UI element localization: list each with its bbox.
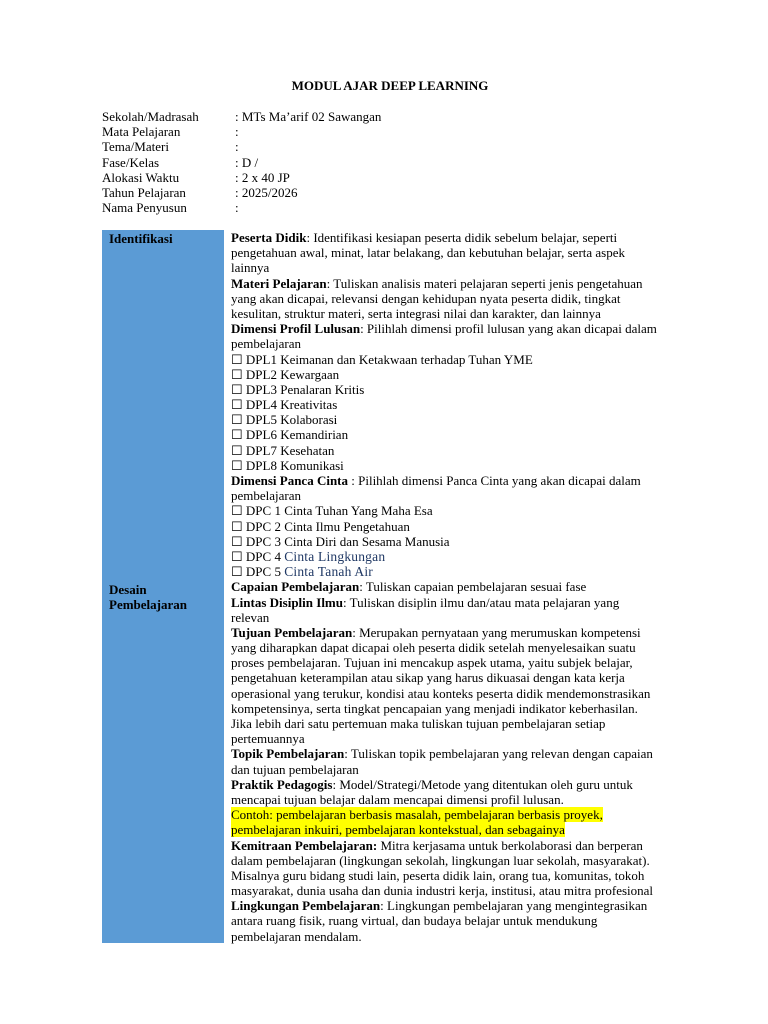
text-line	[231, 595, 676, 610]
module-table	[102, 230, 682, 943]
highlighted-line	[231, 822, 676, 837]
text-line: pembelajaran	[231, 488, 302, 504]
meta-label: Tahun Pelajaran	[102, 185, 186, 201]
term-label: Tujuan Pembelajaran	[231, 624, 353, 640]
meta-row	[102, 124, 381, 139]
text-line: antara ruang fisik, ruang virtual, dan budaya belajar untuk mendukung	[231, 913, 598, 929]
meta-value: : MTs Ma’arif 02 Sawangan	[235, 109, 382, 124]
meta-label: Nama Penyusun	[102, 200, 187, 216]
meta-label: Fase/Kelas	[102, 154, 160, 170]
checkbox-option-dpl1[interactable]: ☐ DPL1 Keimanan dan Ketakwaan terhadap Tuhan YME	[231, 351, 533, 367]
text-line	[231, 473, 676, 488]
section-label-pembelajaran: Pembelajaran	[109, 597, 187, 612]
text-line: kompetensinya, serta tingkat pencapaian yang menjadi indikator keberhasilan.	[231, 700, 638, 716]
checkbox-option-dpl2[interactable]: ☐ DPL2 Kewargaan	[231, 366, 340, 382]
term-text: : Tuliskan topik pembelajaran yang relevan dengan capaian	[344, 746, 653, 762]
term-text: : Tuliskan disiplin ilmu dan/atau mata pelajaran yang	[343, 594, 620, 610]
meta-label: Sekolah/Madrasah	[102, 109, 199, 124]
section-content-column	[231, 230, 676, 944]
text-line: operasional yang terukur, kondisi atau konteks peserta didik mendemonstrasikan	[231, 685, 651, 701]
meta-value: :	[235, 139, 239, 155]
meta-row	[102, 185, 381, 200]
text-line: pertemuannya	[231, 731, 305, 747]
section-label-column	[102, 230, 224, 943]
term-text: : Identifikasi kesiapan peserta didik sebelum belajar, seperti	[306, 230, 618, 245]
term-label: Materi Pelajaran	[231, 275, 327, 291]
text-line	[231, 625, 676, 640]
text-line: proses pembelajaran. Tujuan ini mencakup aspek utama, yaitu subjek belajar,	[231, 655, 633, 671]
highlight-text: pembelajaran inkuiri, pembelajaran kontekstual, dan sebagainya	[231, 822, 565, 838]
text-line: Jika lebih dari satu pertemuan maka tuliskan tujuan pembelajaran setiap	[231, 716, 606, 731]
text-line: pengetahuan awal, minat, latar belakang, dan kebutuhan belajar, serta aspek	[231, 245, 626, 261]
text-line: yang diharapkan dapat dicapai oleh peserta didik setelah menyelesaikan suatu	[231, 640, 636, 656]
checkbox-option-dpc2[interactable]: ☐ DPC 2 Cinta Ilmu Pengetahuan	[231, 518, 410, 534]
meta-label: Mata Pelajaran	[102, 124, 181, 140]
option-text: Cinta Tanah Air	[284, 564, 373, 580]
term-text: : Lingkungan pembelajaran yang mengintegrasikan	[380, 898, 648, 914]
option-prefix: ☐ DPC 4	[231, 548, 285, 564]
term-label: Capaian Pembelajaran	[231, 579, 360, 595]
meta-row	[102, 139, 381, 154]
meta-value: : 2025/2026	[235, 185, 298, 201]
checkbox-option-dpl8[interactable]: ☐ DPL8 Komunikasi	[231, 457, 344, 473]
text-line: yang akan dicapai, relevansi dengan kehidupan nyata peserta didik, tingkat	[231, 290, 621, 306]
term-label: Kemitraan Pembelajaran:	[231, 837, 378, 853]
term-text: : Pilihlah dimensi Panca Cinta yang akan dicapai dalam	[348, 473, 641, 488]
meta-label: Tema/Materi	[102, 139, 169, 155]
checkbox-option-dpl5[interactable]: ☐ DPL5 Kolaborasi	[231, 412, 338, 428]
text-line: dalam pembelajaran (lingkungan sekolah, lingkungan luar sekolah, masyarakat).	[231, 852, 650, 868]
text-line	[231, 321, 676, 336]
checkbox-option-dpc3[interactable]: ☐ DPC 3 Cinta Diri dan Sesama Manusia	[231, 533, 450, 549]
text-line: relevan	[231, 609, 270, 625]
meta-row	[102, 170, 381, 185]
text-line: masyarakat, dunia usaha dan dunia industri kerja, institusi, atau mitra profesional	[231, 883, 654, 899]
text-line: pembelajaran mendalam.	[231, 928, 362, 944]
term-label: Praktik Pedagogis	[231, 776, 333, 792]
term-text: : Tuliskan capaian pembelajaran sesuai fase	[359, 579, 587, 595]
text-line: pengetahuan keterampilan atau sikap yang harus dikuasai dengan kata kerja	[231, 670, 625, 686]
checkbox-option-dpc4[interactable]	[231, 549, 676, 564]
text-line: mencapai tujuan belajar dalam mencapai dimensi profil lulusan.	[231, 791, 564, 807]
section-label-identifikasi: Identifikasi	[109, 231, 173, 246]
term-label: Peserta Didik	[231, 230, 307, 245]
text-line: Misalnya guru bidang studi lain, peserta didik lain, orang tua, komunitas, tokoh	[231, 867, 645, 883]
checkbox-option-dpl3[interactable]: ☐ DPL3 Penalaran Kritis	[231, 381, 365, 397]
text-line: dan tujuan pembelajaran	[231, 761, 359, 777]
meta-row	[102, 200, 381, 215]
checkbox-option-dpl6[interactable]: ☐ DPL6 Kemandirian	[231, 427, 349, 443]
meta-value: : 2 x 40 JP	[235, 169, 290, 185]
text-line: pembelajaran	[231, 336, 302, 352]
text-line	[231, 230, 676, 245]
term-text: : Merupakan pernyataan yang merumuskan kompetensi	[352, 624, 641, 640]
checkbox-option-dpc1[interactable]: ☐ DPC 1 Cinta Tuhan Yang Maha Esa	[231, 503, 433, 519]
meta-value: :	[235, 200, 239, 216]
text-line	[231, 276, 676, 291]
document-title: MODUL AJAR DEEP LEARNING	[291, 78, 489, 93]
checkbox-option-dpc5[interactable]	[231, 564, 676, 579]
term-label: Lingkungan Pembelajaran	[231, 898, 381, 914]
term-text: Mitra kerjasama untuk berkolaborasi dan berperan	[377, 837, 643, 853]
text-line	[231, 777, 676, 792]
section-label-desain: Desain	[109, 582, 147, 597]
meta-row	[102, 109, 381, 124]
meta-value: :	[235, 124, 239, 140]
meta-block	[102, 109, 381, 215]
term-label: Topik Pembelajaran	[231, 746, 345, 762]
option-prefix: ☐ DPC 5	[231, 564, 285, 580]
highlighted-line	[231, 807, 676, 822]
term-text: : Pilihlah dimensi profil lulusan yang akan dicapai dalam	[360, 321, 657, 337]
term-text: : Tuliskan analisis materi pelajaran seperti jenis pengetahuan	[326, 275, 643, 291]
text-line: kesulitan, struktur materi, serta integrasi nilai dan karakter, dan lainnya	[231, 305, 601, 321]
text-line	[231, 838, 676, 853]
highlight-text: Contoh: pembelajaran berbasis masalah, pembelajaran berbasis proyek,	[231, 807, 603, 823]
term-text: : Model/Strategi/Metode yang ditentukan oleh guru untuk	[332, 776, 633, 792]
checkbox-option-dpl7[interactable]: ☐ DPL7 Kesehatan	[231, 442, 335, 458]
text-line	[231, 746, 676, 761]
term-label: Lintas Disiplin Ilmu	[231, 594, 343, 610]
term-label: Dimensi Profil Lulusan	[231, 321, 361, 337]
meta-row	[102, 155, 381, 170]
checkbox-option-dpl4[interactable]: ☐ DPL4 Kreativitas	[231, 397, 338, 413]
meta-label: Alokasi Waktu	[102, 169, 180, 185]
text-line	[231, 898, 676, 913]
term-label: Dimensi Panca Cinta	[231, 473, 348, 488]
text-line	[231, 579, 676, 594]
option-text: Cinta Lingkungan	[284, 548, 386, 564]
meta-value: : D /	[235, 154, 259, 170]
text-line: lainnya	[231, 260, 270, 276]
